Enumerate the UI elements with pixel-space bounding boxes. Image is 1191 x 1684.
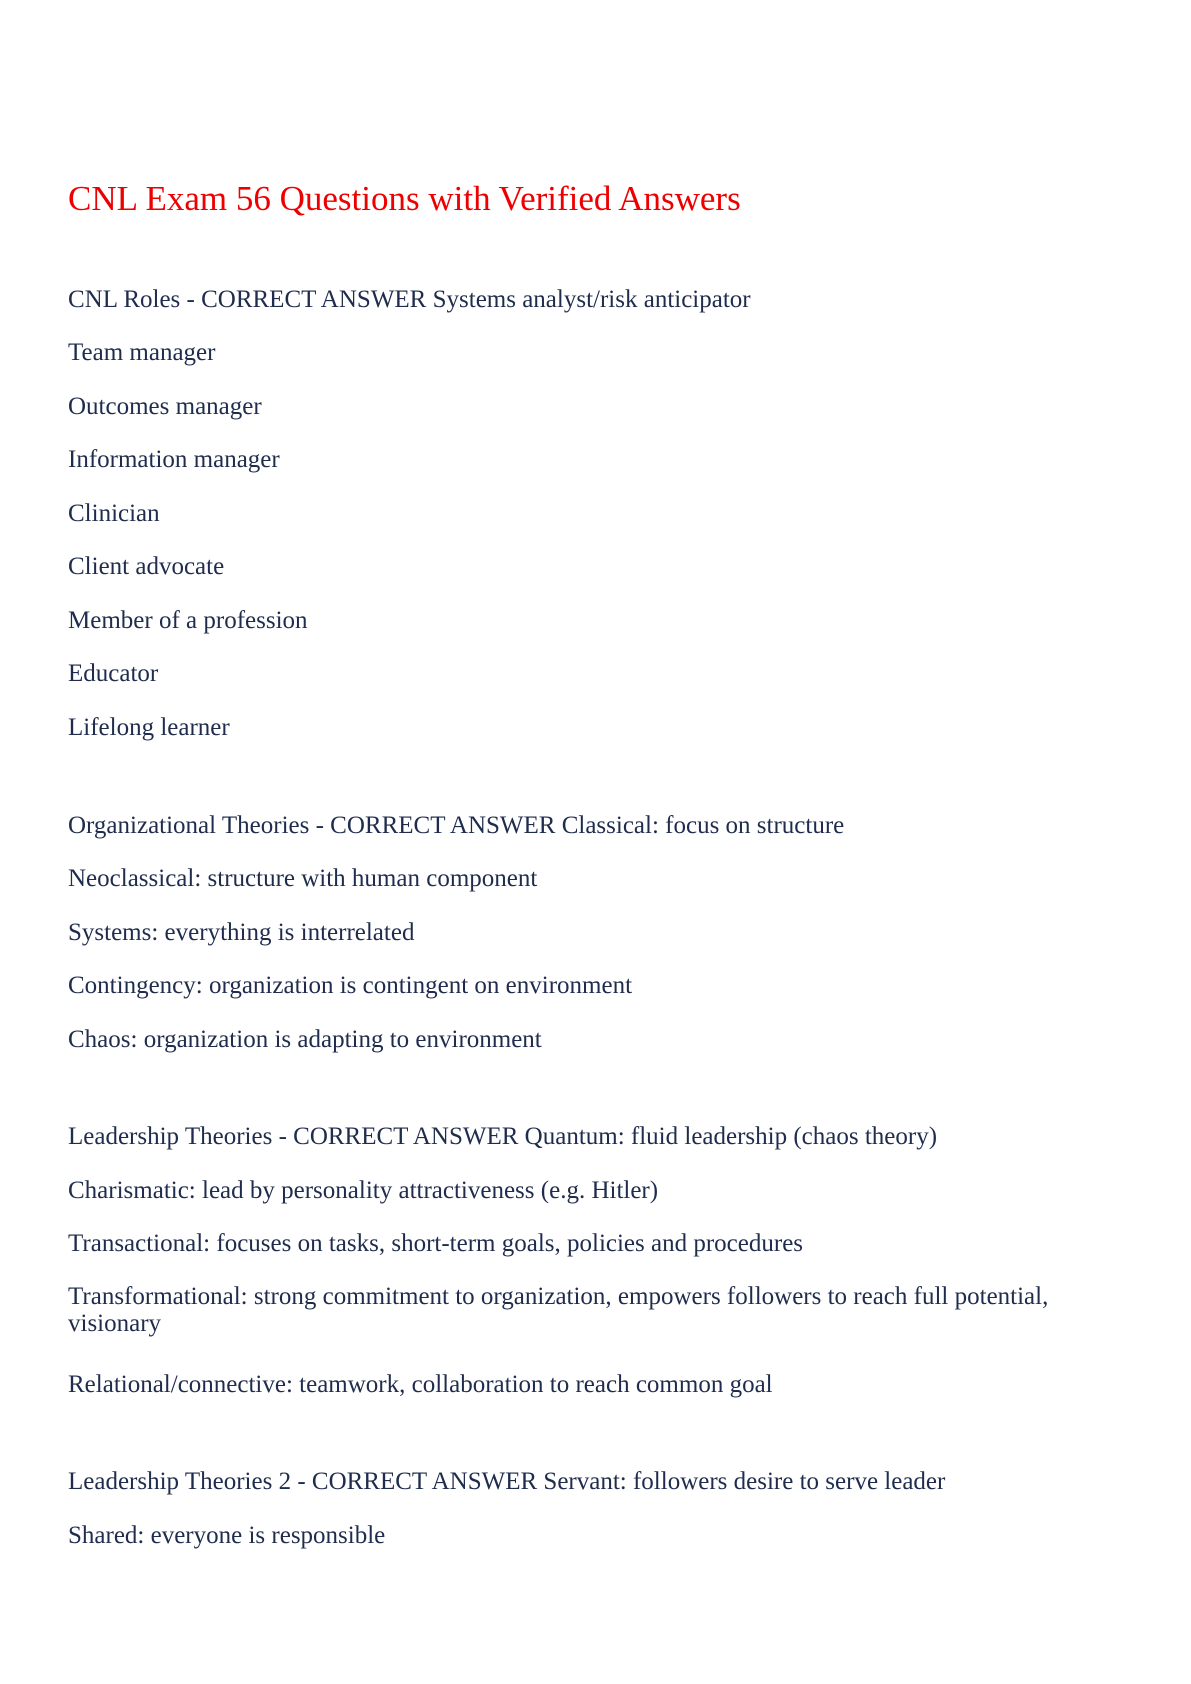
section-3-line-3: Transactional: focuses on tasks, short-term goals, policies and procedures [68, 1230, 804, 1257]
section-3-line-5: Relational/connective: teamwork, collaboration to reach common goal [68, 1371, 773, 1398]
section-2-line-2: Neoclassical: structure with human component [68, 865, 538, 892]
section-2-line-5: Chaos: organization is adapting to environment [68, 1026, 542, 1053]
section-1-line-9: Lifelong learner [68, 714, 230, 741]
section-1-line-4: Information manager [68, 446, 280, 473]
section-1-line-6: Client advocate [68, 553, 225, 580]
section-1-line-2: Team manager [68, 339, 216, 366]
section-4-line-1: Leadership Theories 2 - CORRECT ANSWER Servant: followers desire to serve leader [68, 1468, 946, 1495]
section-1-line-5: Clinician [68, 500, 160, 527]
section-3-line-2: Charismatic: lead by personality attractiveness (e.g. Hitler) [68, 1177, 659, 1204]
section-2-line-4: Contingency: organization is contingent on environment [68, 972, 633, 999]
section-1-line-8: Educator [68, 660, 159, 687]
section-3-line-4: Transformational: strong commitment to organization, empowers followers to reach full potential, visionary [68, 1283, 1049, 1337]
section-2-line-3: Systems: everything is interrelated [68, 919, 415, 946]
section-4-line-2: Shared: everyone is responsible [68, 1522, 386, 1549]
document-title: CNL Exam 56 Questions with Verified Answers [68, 179, 741, 218]
section-2-line-1: Organizational Theories - CORRECT ANSWER Classical: focus on structure [68, 812, 845, 839]
section-3-line-1: Leadership Theories - CORRECT ANSWER Quantum: fluid leadership (chaos theory) [68, 1123, 938, 1150]
section-1-line-1: CNL Roles - CORRECT ANSWER Systems analyst/risk anticipator [68, 286, 751, 313]
section-1-line-7: Member of a profession [68, 607, 308, 634]
section-1-line-3: Outcomes manager [68, 393, 262, 420]
